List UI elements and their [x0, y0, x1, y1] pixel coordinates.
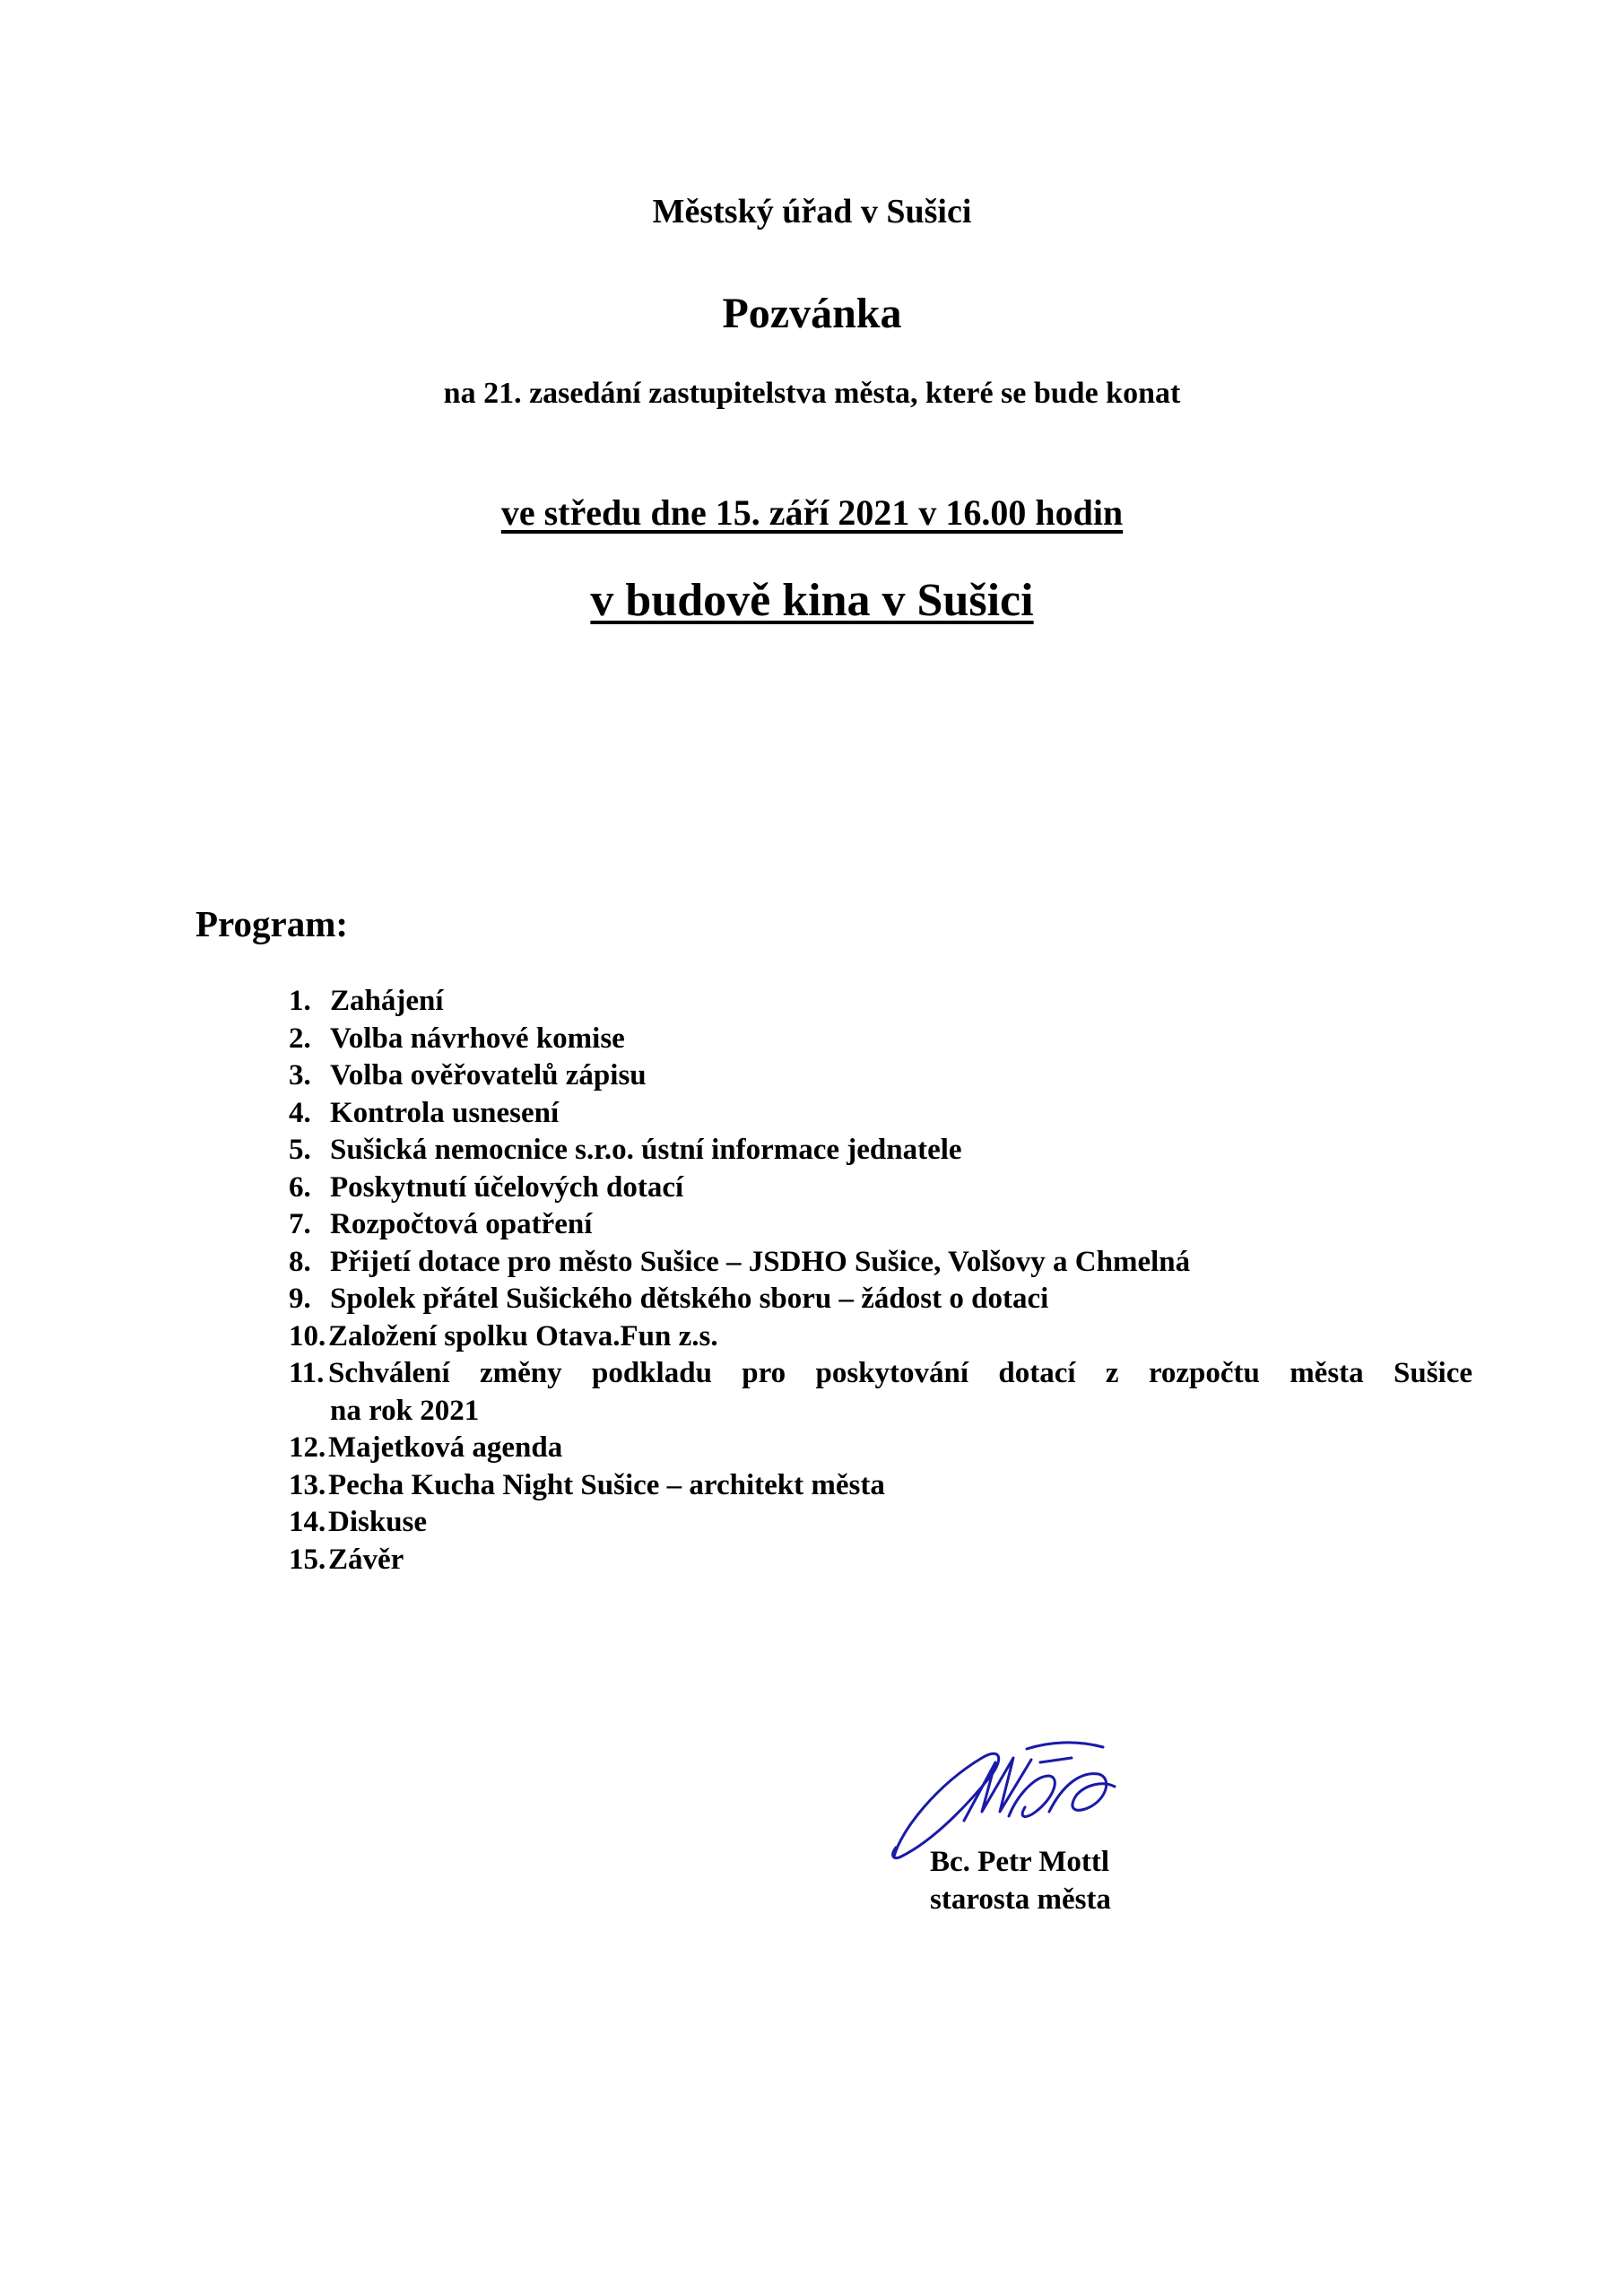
agenda-list	[289, 983, 1472, 1578]
agenda-item-text: Závěr	[328, 1543, 404, 1576]
agenda-item-text: Majetková agenda	[328, 1431, 563, 1464]
agenda-item-number: 8.	[289, 1245, 311, 1278]
agenda-item-text: Schválení změny podkladu pro poskytování dotací z rozpočtu města Sušice	[328, 1357, 1472, 1389]
agenda-item	[289, 1095, 1472, 1133]
agenda-item-number: 11.	[289, 1357, 325, 1389]
agenda-item-text: Přijetí dotace pro město Sušice – JSDHO Sušice, Volšovy a Chmelná	[330, 1245, 1191, 1278]
agenda-item-number: 4.	[289, 1096, 311, 1129]
document-subtitle: na 21. zasedání zastupitelstva města, které se bude konat	[443, 377, 1181, 410]
agenda-item-text: Spolek přátel Sušického dětského sboru – žádost o dotaci	[330, 1283, 1049, 1315]
signer-role: starosta města	[930, 1883, 1111, 1916]
meeting-date-text: ve středu dne 15. září 2021 v 16.00 hodin	[500, 492, 1124, 533]
program-label: Program:	[195, 903, 349, 944]
agenda-item	[289, 1132, 1472, 1170]
agenda-item	[289, 983, 1472, 1021]
agenda-item-text: Zahájení	[330, 985, 444, 1017]
agenda-item	[289, 1430, 1472, 1467]
signature-icon	[883, 1722, 1134, 1866]
agenda-item-text: Diskuse	[328, 1506, 428, 1538]
agenda-item-text: Rozpočtová opatření	[330, 1208, 593, 1240]
agenda-item-number: 7.	[289, 1208, 311, 1240]
agenda-item-number: 1.	[289, 985, 311, 1017]
organization-heading: Městský úřad v Sušici	[652, 193, 972, 230]
agenda-item-number: 10.	[289, 1319, 326, 1352]
agenda-item-number: 12.	[289, 1431, 326, 1464]
agenda-item	[289, 1170, 1472, 1207]
agenda-item-text: Založení spolku Otava.Fun z.s.	[328, 1319, 718, 1352]
agenda-item-number: 2.	[289, 1022, 311, 1055]
agenda-item-number: 9.	[289, 1283, 311, 1315]
agenda-item-text: Sušická nemocnice s.r.o. ústní informace jednatele	[330, 1134, 962, 1166]
meeting-venue-text: v budově kina v Sušici	[590, 575, 1034, 626]
meeting-date	[0, 491, 1624, 534]
agenda-item	[289, 1504, 1472, 1542]
agenda-item	[289, 1244, 1472, 1282]
agenda-item-text: Kontrola usnesení	[330, 1096, 560, 1129]
agenda-item-text: Pecha Kucha Night Sušice – architekt města	[328, 1468, 885, 1501]
agenda-item-continuation	[289, 1393, 1472, 1431]
agenda-item-text: na rok 2021	[330, 1394, 480, 1427]
agenda-item	[289, 1318, 1472, 1356]
agenda-item-number: 5.	[289, 1134, 311, 1166]
agenda-item	[289, 1057, 1472, 1095]
signer-name: Bc. Petr Mottl	[930, 1846, 1110, 1878]
meeting-venue	[0, 574, 1624, 627]
agenda-item	[289, 1355, 1472, 1393]
agenda-item-number: 13.	[289, 1468, 326, 1501]
agenda-item	[289, 1206, 1472, 1244]
agenda-item-text: Poskytnutí účelových dotací	[330, 1170, 684, 1204]
agenda-item-number: 3.	[289, 1059, 311, 1091]
agenda-item-number: 14.	[289, 1506, 326, 1538]
agenda-item-text: Volba návrhové komise	[330, 1022, 625, 1055]
agenda-item	[289, 1021, 1472, 1058]
agenda-item-number: 15.	[289, 1543, 326, 1576]
agenda-item-number: 6.	[289, 1170, 311, 1204]
agenda-item	[289, 1281, 1472, 1318]
agenda-item	[289, 1542, 1472, 1579]
agenda-item	[289, 1467, 1472, 1505]
agenda-item-text: Volba ověřovatelů zápisu	[330, 1059, 647, 1091]
document-title: Pozvánka	[722, 290, 902, 337]
